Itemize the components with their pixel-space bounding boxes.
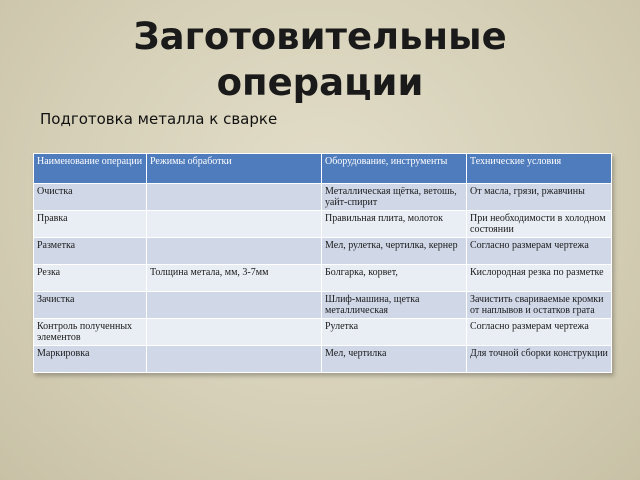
- table-row: [34, 211, 612, 238]
- cell-conditions: Согласно размерам чертежа: [467, 238, 612, 265]
- cell-equipment: Шлиф-машина, щетка металлическая: [322, 292, 467, 319]
- cell-operation: Разметка: [34, 238, 147, 265]
- header-operation-name: Наименование операции: [34, 154, 147, 184]
- cell-conditions: Зачистить свариваемые кромки от наплывов и остатков грата: [467, 292, 612, 319]
- slide-title: [0, 14, 640, 106]
- table-header-row: [34, 154, 612, 184]
- cell-conditions: От масла, грязи, ржавчины: [467, 184, 612, 211]
- header-processing-modes: Режимы обработки: [147, 154, 322, 184]
- cell-mode: [147, 319, 322, 346]
- table-row: [34, 238, 612, 265]
- table-row: [34, 265, 612, 292]
- cell-operation: Зачистка: [34, 292, 147, 319]
- cell-operation: Резка: [34, 265, 147, 292]
- header-equipment-tools: Оборудование, инструменты: [322, 154, 467, 184]
- table-row: [34, 346, 612, 373]
- cell-mode: [147, 211, 322, 238]
- cell-mode: Толщина метала, мм, 3-7мм: [147, 265, 322, 292]
- cell-equipment: Болгарка, корвет,: [322, 265, 467, 292]
- cell-operation: Маркировка: [34, 346, 147, 373]
- cell-operation: Контроль полученных элементов: [34, 319, 147, 346]
- slide-subtitle: Подготовка металла к сварке: [40, 110, 278, 128]
- cell-mode: [147, 346, 322, 373]
- operations-table: [33, 153, 612, 373]
- cell-equipment: Правильная плита, молоток: [322, 211, 467, 238]
- slide-title-line2: операции: [216, 61, 424, 104]
- cell-conditions: Согласно размерам чертежа: [467, 319, 612, 346]
- slide-title-line1: Заготовительные: [133, 15, 507, 58]
- cell-mode: [147, 238, 322, 265]
- cell-mode: [147, 292, 322, 319]
- cell-equipment: Рулетка: [322, 319, 467, 346]
- cell-operation: Очистка: [34, 184, 147, 211]
- table-row: [34, 184, 612, 211]
- table-row: [34, 319, 612, 346]
- cell-conditions: При необходимости в холодном состоянии: [467, 211, 612, 238]
- table-row: [34, 292, 612, 319]
- cell-mode: [147, 184, 322, 211]
- cell-conditions: Для точной сборки конструкции: [467, 346, 612, 373]
- cell-equipment: Металлическая щётка, ветошь, уайт-спирит: [322, 184, 467, 211]
- cell-conditions: Кислородная резка по разметке: [467, 265, 612, 292]
- cell-equipment: Мел, чертилка: [322, 346, 467, 373]
- cell-equipment: Мел, рулетка, чертилка, кернер: [322, 238, 467, 265]
- header-technical-conditions: Технические условия: [467, 154, 612, 184]
- cell-operation: Правка: [34, 211, 147, 238]
